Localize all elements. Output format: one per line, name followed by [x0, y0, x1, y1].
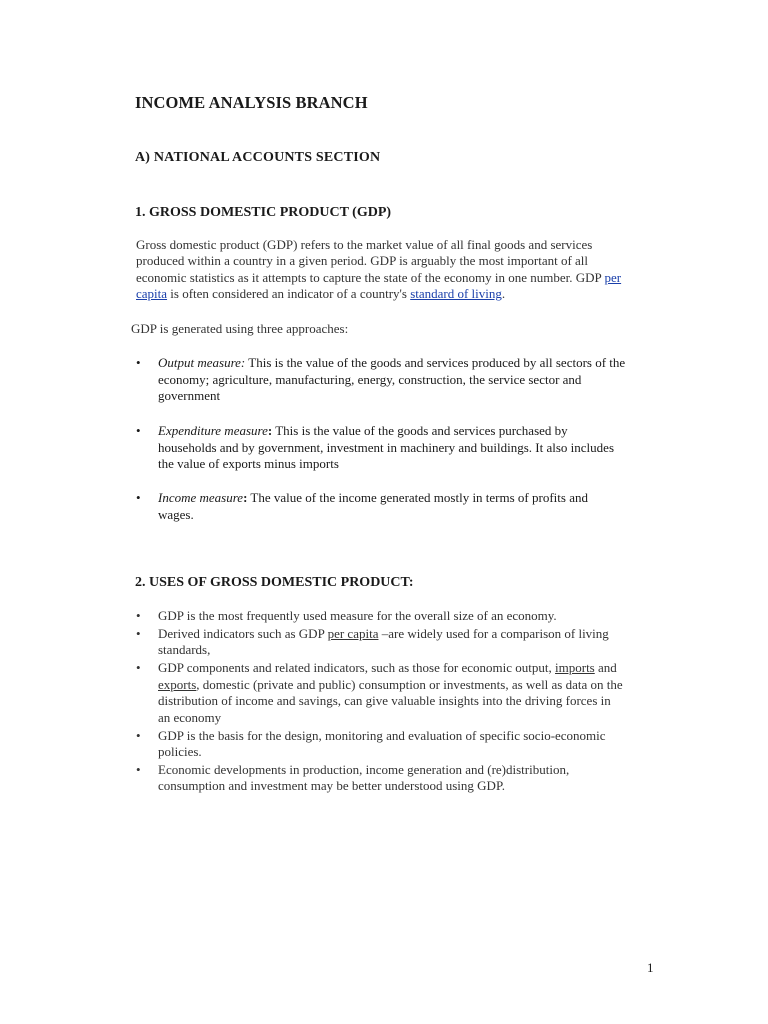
list-item — [136, 660, 666, 726]
list-line: the value of exports minus imports — [158, 456, 339, 472]
uses-list — [136, 608, 666, 796]
list-text: and — [594, 660, 617, 676]
list-line: standards, — [158, 642, 211, 658]
list-line — [158, 355, 666, 372]
list-item — [136, 626, 666, 659]
uses-heading: 2. USES OF GROSS DOMESTIC PRODUCT: — [135, 575, 414, 590]
list-line: households and by government, investment in machinery and buildings. It also includes — [158, 439, 615, 455]
list-line — [158, 490, 666, 507]
list-text: GDP components and related indicators, such as those for economic output, — [158, 660, 556, 676]
approach-term: Income measure — [158, 490, 244, 505]
bullet-icon: • — [136, 762, 141, 778]
list-item — [136, 762, 666, 795]
approach-colon: : — [267, 423, 273, 438]
intro-line: Gross domestic product (GDP) refers to the market value of all final goods and services — [136, 237, 593, 252]
intro-text: is often considered an indicator of a country's — [167, 286, 411, 302]
bullet-icon: • — [136, 355, 141, 370]
approach-term: Expenditure measure — [158, 423, 268, 438]
list-item — [136, 490, 666, 523]
list-line — [158, 423, 666, 440]
intro-line: produced within a country in a given period. GDP is arguably the most important of all — [136, 253, 589, 269]
list-line: economy; agriculture, manufacturing, energy, construction, the service sector and — [158, 371, 582, 387]
per-capita-link[interactable]: per — [604, 269, 622, 285]
list-item — [136, 423, 666, 473]
standard-of-living-link[interactable]: standard of living — [410, 286, 502, 302]
approach-text: This is the value of the goods and services produced by all sectors of the — [245, 355, 626, 370]
list-line: wages. — [158, 506, 194, 522]
intro-paragraph — [136, 237, 666, 303]
approach-text: The value of the income generated mostly in terms of profits and — [247, 490, 588, 505]
list-line: GDP is the basis for the design, monitoring and evaluation of specific socio-economic — [158, 727, 606, 743]
bullet-icon: • — [136, 608, 141, 623]
per-capita-term: per capita — [327, 626, 379, 641]
intro-text: economic statistics as it attempts to capture the state of the economy in one number. GDP — [136, 269, 602, 285]
bullet-icon: • — [136, 490, 141, 505]
bullet-icon: • — [136, 626, 141, 641]
bullet-icon: • — [136, 660, 141, 676]
list-line — [158, 660, 666, 676]
list-item — [136, 728, 666, 761]
gdp-heading: 1. GROSS DOMESTIC PRODUCT (GDP) — [135, 205, 392, 220]
intro-line — [136, 286, 666, 302]
approach-text: This is the value of the goods and services purchased by — [272, 423, 568, 438]
approaches-intro: GDP is generated using three approaches: — [131, 321, 349, 336]
list-item — [136, 608, 666, 624]
section-heading: A) NATIONAL ACCOUNTS SECTION — [135, 150, 381, 165]
list-text: , domestic (private and public) consumption or investments, as well as data on the — [196, 676, 623, 692]
list-item — [136, 355, 666, 405]
page-number: 1 — [647, 960, 654, 975]
list-text: Derived indicators such as GDP — [158, 626, 328, 641]
list-line: GDP is the most frequently used measure for the overall size of an economy. — [158, 608, 557, 623]
approach-colon: : — [243, 490, 248, 505]
per-capita-link-cont[interactable]: capita — [136, 286, 168, 302]
list-line: policies. — [158, 744, 202, 760]
approach-term: Output measure: — [158, 355, 246, 370]
list-line: Economic developments in production, income generation and (re)distribution, — [158, 762, 570, 778]
document-title: INCOME ANALYSIS BRANCH — [135, 93, 368, 112]
list-line: an economy — [158, 709, 222, 725]
bullet-icon: • — [136, 727, 141, 743]
bullet-icon: • — [136, 423, 141, 438]
list-line — [158, 677, 666, 693]
intro-text: . — [501, 286, 506, 302]
list-line: government — [158, 388, 221, 404]
list-line: distribution of income and savings, can give valuable insights into the driving forces in — [158, 693, 611, 709]
list-line — [158, 626, 666, 642]
exports-term: exports — [158, 676, 197, 692]
intro-line — [136, 270, 666, 286]
imports-term: imports — [555, 660, 595, 676]
list-text: –are widely used for a comparison of living — [378, 626, 609, 641]
list-line: consumption and investment may be better understood using GDP. — [158, 778, 505, 794]
